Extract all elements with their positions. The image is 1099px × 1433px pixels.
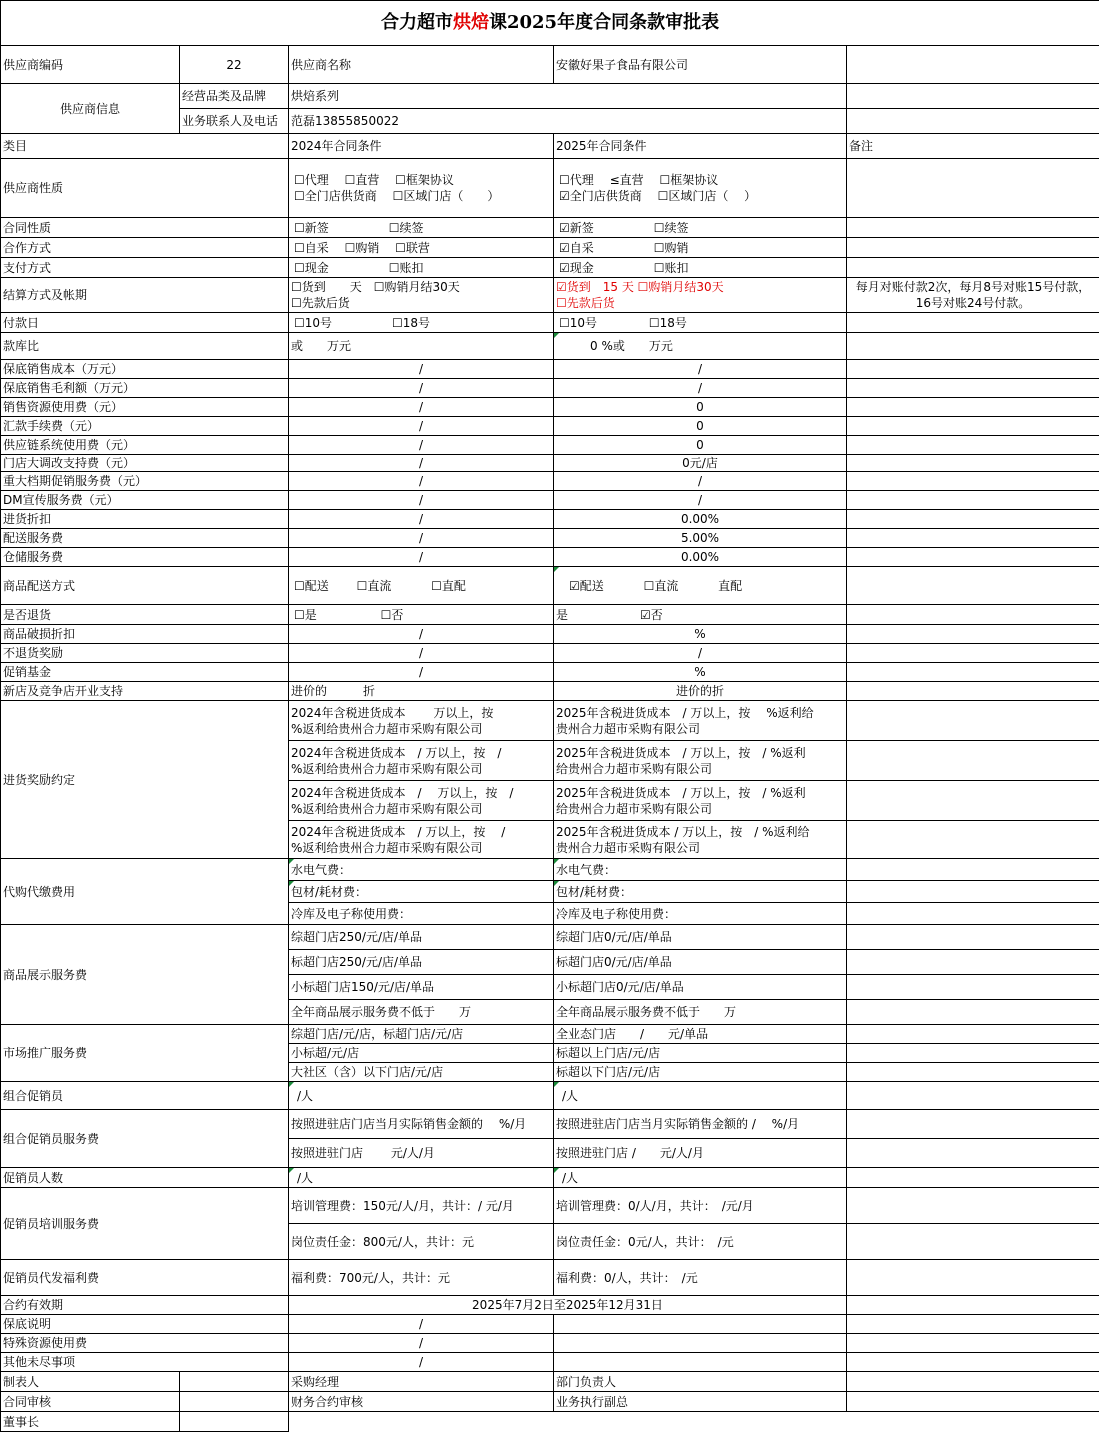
coop-mode-label: 合作方式 (1, 238, 289, 258)
fee-row-label: 进货折扣 (1, 510, 289, 529)
coop-mode-2025: ☑自采 ☐购销 (554, 238, 847, 258)
fee-row-2025: 0 (554, 417, 847, 436)
blank-cell (847, 455, 1099, 472)
training-2024: 岗位责任金：800元/人，共计：元 (289, 1224, 554, 1260)
fee-row-label: 配送服务费 (1, 529, 289, 548)
promoter-fee-2025: 按照进驻门店 / 元/人/月 (554, 1139, 847, 1168)
new-store-2024: 进价的 折 (289, 682, 554, 701)
display-fees-label: 商品展示服务费 (1, 925, 289, 1025)
contact-label: 业务联系人及电话 (180, 109, 289, 134)
blank-cell (847, 46, 1099, 84)
bottom-row-label: 特殊资源使用费 (1, 1334, 289, 1353)
fee-row-2024: / (289, 360, 554, 379)
col-2025-header: 2025年合同条件 (554, 134, 847, 159)
inventory-ratio-2024: 或 万元 (289, 333, 554, 360)
blank-cell (847, 1082, 1099, 1110)
blank-cell (847, 821, 1099, 859)
fee-row-label: 保底销售毛利额（万元） (1, 379, 289, 398)
display-fee-2025: 标超门店0/元/店/单品 (554, 950, 847, 975)
fee-row-label: 仓储服务费 (1, 548, 289, 567)
marketing-fee-2024: 小标超/元/店 (289, 1044, 554, 1063)
contract-type-label: 合同性质 (1, 218, 289, 238)
fee-row-2024: / (289, 379, 554, 398)
blank-cell (847, 1139, 1099, 1168)
misc-row-label: 促销基金 (1, 663, 289, 682)
bottom-row-value: / (289, 1353, 554, 1372)
blank-cell (847, 567, 1099, 605)
display-fee-2024: 综超门店250/元/店/单品 (289, 925, 554, 950)
fee-row-label: DM宣传服务费（元） (1, 491, 289, 510)
training-2025: 岗位责任金：0元/人，共计： /元 (554, 1224, 847, 1260)
supplier-code: 22 (180, 46, 289, 84)
blank-cell (847, 491, 1099, 510)
inventory-ratio-label: 款库比 (1, 333, 289, 360)
exec-vp-label: 业务执行副总 (554, 1392, 847, 1412)
fee-row-2024: / (289, 491, 554, 510)
fee-row-2024: / (289, 548, 554, 567)
blank-cell (847, 548, 1099, 567)
blank-cell (847, 950, 1099, 975)
blank-cell (847, 109, 1099, 134)
blank-cell (847, 398, 1099, 417)
blank-cell (847, 975, 1099, 1000)
blank-cell (554, 1353, 847, 1372)
display-fee-2025: 小标超门店0/元/店/单品 (554, 975, 847, 1000)
col-item-header: 类目 (1, 134, 289, 159)
coop-mode-2024: ☐自采 ☐购销 ☐联营 (289, 238, 554, 258)
display-fee-2025: 全年商品展示服务费不低于 万 (554, 1000, 847, 1025)
blank-cell (847, 379, 1099, 398)
proxy-fee-2025: 水电气费： (554, 859, 847, 881)
display-fee-2024: 标超门店250/元/店/单品 (289, 950, 554, 975)
marketing-fee-2025: 标超以下门店/元/店 (554, 1063, 847, 1082)
misc-row-2025: % (554, 663, 847, 682)
preparer-label: 制表人 (1, 1372, 180, 1392)
fee-row-label: 供应链系统使用费（元） (1, 436, 289, 455)
training-2024: 培训管理费：150元/人/月，共计：/ 元/月 (289, 1188, 554, 1224)
supplier-code-label: 供应商编码 (1, 46, 180, 84)
blank-cell (847, 436, 1099, 455)
blank-cell (847, 472, 1099, 491)
fee-row-label: 重大档期促销服务费（元） (1, 472, 289, 491)
misc-row-label: 商品破损折扣 (1, 625, 289, 644)
misc-row-2024: / (289, 663, 554, 682)
returns-2025: 是 ☑否 (554, 605, 847, 625)
blank-cell (847, 1412, 1099, 1432)
blank-cell (847, 1188, 1099, 1224)
title-highlight: 烘焙 (452, 12, 489, 33)
blank-cell (847, 1168, 1099, 1188)
blank-cell (847, 159, 1099, 218)
promoter-2025: /人 (554, 1082, 847, 1110)
fee-row-label: 保底销售成本（万元） (1, 360, 289, 379)
marketing-fees-label: 市场推广服务费 (1, 1025, 289, 1082)
blank-cell (847, 625, 1099, 644)
blank-cell (847, 1110, 1099, 1139)
misc-row-2024: / (289, 644, 554, 663)
rebate-label: 进货奖励约定 (1, 701, 289, 859)
fee-row-label: 门店大调改支持费（元） (1, 455, 289, 472)
supplier-name-label: 供应商名称 (289, 46, 554, 84)
pay-day-2024: ☐10号 ☐18号 (289, 313, 554, 333)
blank-cell (847, 1392, 1099, 1412)
blank-cell (180, 1392, 289, 1412)
fee-row-2025: / (554, 472, 847, 491)
promoter-count-2025: /人 (554, 1168, 847, 1188)
blank-cell (847, 859, 1099, 881)
blank-cell (847, 682, 1099, 701)
marketing-fee-2024: 大社区（含）以下门店/元/店 (289, 1063, 554, 1082)
proxy-fee-2025: 包材/耗材费： (554, 881, 847, 903)
blank-cell (847, 84, 1099, 109)
new-store-label: 新店及竞争店开业支持 (1, 682, 289, 701)
category-brand: 烘焙系列 (289, 84, 847, 109)
purchasing-manager-label: 采购经理 (289, 1372, 554, 1392)
fee-row-2025: 0元/店 (554, 455, 847, 472)
payment-mode-label: 支付方式 (1, 258, 289, 278)
proxy-fee-2024: 水电气费： (289, 859, 554, 881)
pay-day-2025: ☐10号 ☐18号 (554, 313, 847, 333)
fee-row-2024: / (289, 436, 554, 455)
promoter-fee-2024: 按照进驻门店 元/人/月 (289, 1139, 554, 1168)
new-store-2025: 进价的折 (554, 682, 847, 701)
promoter-fee-label: 组合促销员服务费 (1, 1110, 289, 1168)
proxy-fee-2025: 冷库及电子称使用费： (554, 903, 847, 925)
promoter-count-label: 促销员人数 (1, 1168, 289, 1188)
chairman-label: 董事长 (1, 1412, 180, 1432)
bottom-row-label: 其他未尽事项 (1, 1353, 289, 1372)
promoter-label: 组合促销员 (1, 1082, 289, 1110)
blank-cell (847, 218, 1099, 238)
nature-2025: ☐代理 ≤直营 ☐框架协议 ☑全门店供货商 ☐区域门店（ ） (554, 159, 847, 218)
bottom-row-value: / (289, 1334, 554, 1353)
blank-cell (847, 1224, 1099, 1260)
delivery-2025: ☑配送 ☐直流 直配 (554, 567, 847, 605)
rebate-2024: 2024年含税进货成本 / 万以上，按 / %返利给贵州合力超市采购有限公司 (289, 781, 554, 821)
fee-row-2025: / (554, 379, 847, 398)
proxy-fees-label: 代购代缴费用 (1, 859, 289, 925)
marketing-fee-2024: 综超门店/元/店，标超门店/元/店 (289, 1025, 554, 1044)
fee-row-2025: 0.00% (554, 510, 847, 529)
blank-cell (847, 925, 1099, 950)
rebate-2024: 2024年含税进货成本 / 万以上，按 / %返利给贵州合力超市采购有限公司 (289, 821, 554, 859)
misc-row-label: 不退货奖励 (1, 644, 289, 663)
misc-row-2024: / (289, 625, 554, 644)
rebate-2024: 2024年含税进货成本 万以上，按 %返利给贵州合力超市采购有限公司 (289, 701, 554, 741)
supplier-info-label: 供应商信息 (1, 84, 180, 134)
fee-row-2024: / (289, 510, 554, 529)
display-fee-2024: 小标超门店150/元/店/单品 (289, 975, 554, 1000)
blank-cell (847, 781, 1099, 821)
payment-mode-2024: ☐现金 ☐账扣 (289, 258, 554, 278)
blank-cell (847, 1334, 1099, 1353)
promoter-count-2024: /人 (289, 1168, 554, 1188)
rebate-2025: 2025年含税进货成本 / 万以上，按 / %返利 给贵州合力超市采购有限公司 (554, 781, 847, 821)
rebate-2024: 2024年含税进货成本 / 万以上，按 / %返利给贵州合力超市采购有限公司 (289, 741, 554, 781)
misc-row-2025: / (554, 644, 847, 663)
fee-row-2024: / (289, 529, 554, 548)
blank-cell (847, 1000, 1099, 1025)
settlement-2025: ☑货到 15 天 ☐购销月结30天 ☐先款后货 (554, 278, 847, 313)
blank-cell (289, 1412, 554, 1432)
fee-row-2024: / (289, 417, 554, 436)
returns-label: 是否退货 (1, 605, 289, 625)
contact: 范磊13855850022 (289, 109, 847, 134)
blank-cell (847, 701, 1099, 741)
fee-row-2024: / (289, 472, 554, 491)
col-note-header: 备注 (847, 134, 1099, 159)
fee-row-2025: / (554, 360, 847, 379)
blank-cell (847, 417, 1099, 436)
promoter-fee-2024: 按照进驻店门店当月实际销售金额的 %/月 (289, 1110, 554, 1139)
fee-row-2024: / (289, 455, 554, 472)
bottom-row-value: / (289, 1315, 554, 1334)
blank-cell (847, 238, 1099, 258)
fee-row-2025: 5.00% (554, 529, 847, 548)
returns-2024: ☐是 ☐否 (289, 605, 554, 625)
rebate-2025: 2025年含税进货成本 / 万以上，按 / %返利给 贵州合力超市采购有限公司 (554, 821, 847, 859)
inventory-ratio-2025: 0 %或 万元 (554, 333, 847, 360)
delivery-label: 商品配送方式 (1, 567, 289, 605)
settlement-label: 结算方式及帐期 (1, 278, 289, 313)
rebate-2025: 2025年含税进货成本 / 万以上，按 %返利给 贵州合力超市采购有限公司 (554, 701, 847, 741)
blank-cell (847, 1260, 1099, 1296)
settlement-note: 每月对账付款2次，每月8号对账15号付款，16号对账24号付款。 (847, 278, 1099, 313)
supplier-name: 安徽好果子食品有限公司 (554, 46, 847, 84)
blank-cell (847, 1353, 1099, 1372)
welfare-label: 促销员代发福利费 (1, 1260, 289, 1296)
delivery-2024: ☐配送 ☐直流 ☐直配 (289, 567, 554, 605)
blank-cell (847, 360, 1099, 379)
blank-cell (180, 1372, 289, 1392)
fee-row-2025: 0 (554, 436, 847, 455)
blank-cell (847, 1315, 1099, 1334)
blank-cell (554, 1334, 847, 1353)
blank-cell (847, 333, 1099, 360)
proxy-fee-2024: 冷库及电子称使用费： (289, 903, 554, 925)
misc-row-2025: % (554, 625, 847, 644)
contract-type-2024: ☐新签 ☐续签 (289, 218, 554, 238)
marketing-fee-2025: 标超以上门店/元/店 (554, 1044, 847, 1063)
fee-row-2025: 0 (554, 398, 847, 417)
blank-cell (180, 1412, 289, 1432)
fee-row-2025: / (554, 491, 847, 510)
rebate-2025: 2025年含税进货成本 / 万以上，按 / %返利 给贵州合力超市采购有限公司 (554, 741, 847, 781)
marketing-fee-2025: 全业态门店 / 元/单品 (554, 1025, 847, 1044)
fee-row-2024: / (289, 398, 554, 417)
fee-row-label: 销售资源使用费（元） (1, 398, 289, 417)
blank-cell (847, 313, 1099, 333)
blank-cell (847, 510, 1099, 529)
blank-cell (847, 903, 1099, 925)
payment-mode-2025: ☑现金 ☐账扣 (554, 258, 847, 278)
blank-cell (847, 1044, 1099, 1063)
welfare-2025: 福利费：0/人，共计： /元 (554, 1260, 847, 1296)
pay-day-label: 付款日 (1, 313, 289, 333)
category-brand-label: 经营品类及品牌 (180, 84, 289, 109)
proxy-fee-2024: 包材/耗材费： (289, 881, 554, 903)
nature-2024: ☐代理 ☐直营 ☐框架协议 ☐全门店供货商 ☐区域门店（ ） (289, 159, 554, 218)
blank-cell (847, 1372, 1099, 1392)
blank-cell (554, 1412, 847, 1432)
blank-cell (554, 1315, 847, 1334)
blank-cell (847, 605, 1099, 625)
promoter-2024: /人 (289, 1082, 554, 1110)
training-label: 促销员培训服务费 (1, 1188, 289, 1260)
promoter-fee-2025: 按照进驻店门店当月实际销售金额的 / %/月 (554, 1110, 847, 1139)
blank-cell (847, 881, 1099, 903)
bottom-row-label: 保底说明 (1, 1315, 289, 1334)
dept-head-label: 部门负责人 (554, 1372, 847, 1392)
contract-type-2025: ☑新签 ☐续签 (554, 218, 847, 238)
blank-cell (847, 258, 1099, 278)
blank-cell (847, 644, 1099, 663)
validity-value: 2025年7月2日至2025年12月31日 (289, 1296, 847, 1315)
blank-cell (847, 1063, 1099, 1082)
validity-label: 合约有效期 (1, 1296, 289, 1315)
blank-cell (847, 663, 1099, 682)
fee-row-label: 汇款手续费（元） (1, 417, 289, 436)
nature-label: 供应商性质 (1, 159, 289, 218)
training-2025: 培训管理费：0/人/月，共计： /元/月 (554, 1188, 847, 1224)
display-fee-2025: 综超门店0/元/店/单品 (554, 925, 847, 950)
review-label: 合同审核 (1, 1392, 180, 1412)
blank-cell (847, 741, 1099, 781)
welfare-2024: 福利费：700元/人，共计：元 (289, 1260, 554, 1296)
display-fee-2024: 全年商品展示服务费不低于 万 (289, 1000, 554, 1025)
settlement-2024: ☐货到 天 ☐购销月结30天 ☐先款后货 (289, 278, 554, 313)
blank-cell (847, 1296, 1099, 1315)
sheet-title: 合力超市烘焙课2025年度合同条款审批表 (1, 1, 1099, 46)
col-2024-header: 2024年合同条件 (289, 134, 554, 159)
fee-row-2025: 0.00% (554, 548, 847, 567)
blank-cell (847, 1025, 1099, 1044)
finance-review-label: 财务合约审核 (289, 1392, 554, 1412)
blank-cell (847, 529, 1099, 548)
